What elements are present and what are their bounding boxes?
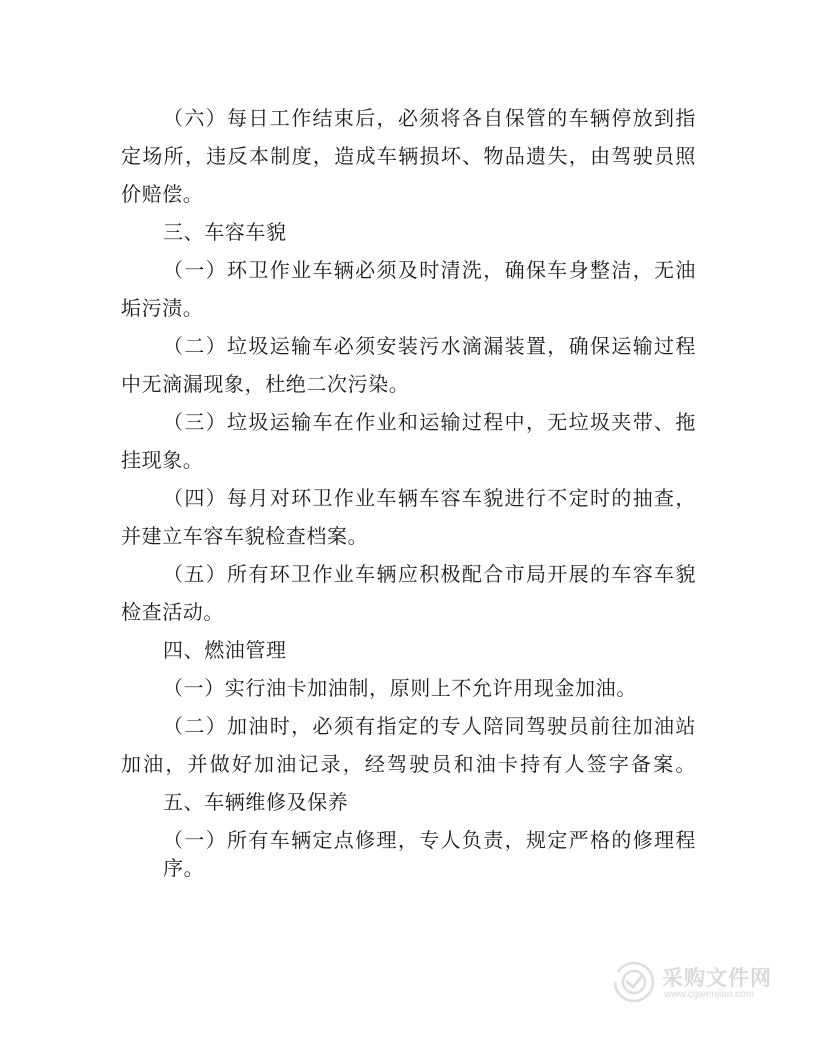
paragraph-line: （二）加油时，必须有指定的专人陪同驾驶员前往加油站 — [163, 714, 696, 738]
paragraph-line: （六）每日工作结束后，必须将各自保管的车辆停放到指 — [163, 106, 696, 130]
paragraph-line: 检查活动。 — [121, 600, 224, 624]
paragraph-line: （三）垃圾运输车在作业和运输过程中，无垃圾夹带、拖 — [163, 410, 696, 434]
paragraph-line: （一）环卫作业车辆必须及时清洗，确保车身整洁，无油 — [163, 258, 696, 282]
paragraph-line: 并建立车容车貌检查档案。 — [121, 524, 369, 548]
watermark-url: www.cgwenjian.com — [664, 989, 755, 1000]
section-heading: 三、车容车貌 — [163, 220, 287, 244]
site-watermark — [612, 958, 782, 1008]
paragraph-line: 序。 — [163, 856, 205, 880]
paragraph-line: 加油，并做好加油记录，经驾驶员和油卡持有人签字备案。 — [121, 752, 696, 776]
paragraph-line: 定场所，违反本制度，造成车辆损坏、物品遗失，由驾驶员照 — [121, 144, 696, 168]
section-heading: 五、车辆维修及保养 — [163, 790, 349, 814]
section-heading: 四、燃油管理 — [163, 638, 287, 662]
paragraph-line: （一）实行油卡加油制，原则上不允许用现金加油。 — [163, 676, 637, 700]
paragraph-line: （一）所有车辆定点修理，专人负责，规定严格的修理程 — [163, 828, 696, 852]
paragraph-line: （二）垃圾运输车必须安装污水滴漏装置，确保运输过程 — [163, 334, 696, 358]
watermark-site-name: 采购文件网 — [662, 966, 772, 990]
paragraph-line: （四）每月对环卫作业车辆车容车貌进行不定时的抽查， — [163, 486, 696, 510]
paragraph-line: （五）所有环卫作业车辆应积极配合市局开展的车容车貌 — [163, 562, 696, 586]
paragraph-line: 中无滴漏现象，杜绝二次污染。 — [121, 372, 410, 396]
paragraph-line: 垢污渍。 — [121, 296, 204, 320]
paragraph-line: 挂现象。 — [121, 448, 204, 472]
watermark-logo-icon — [612, 960, 656, 1004]
paragraph-line: 价赔偿。 — [121, 182, 204, 206]
